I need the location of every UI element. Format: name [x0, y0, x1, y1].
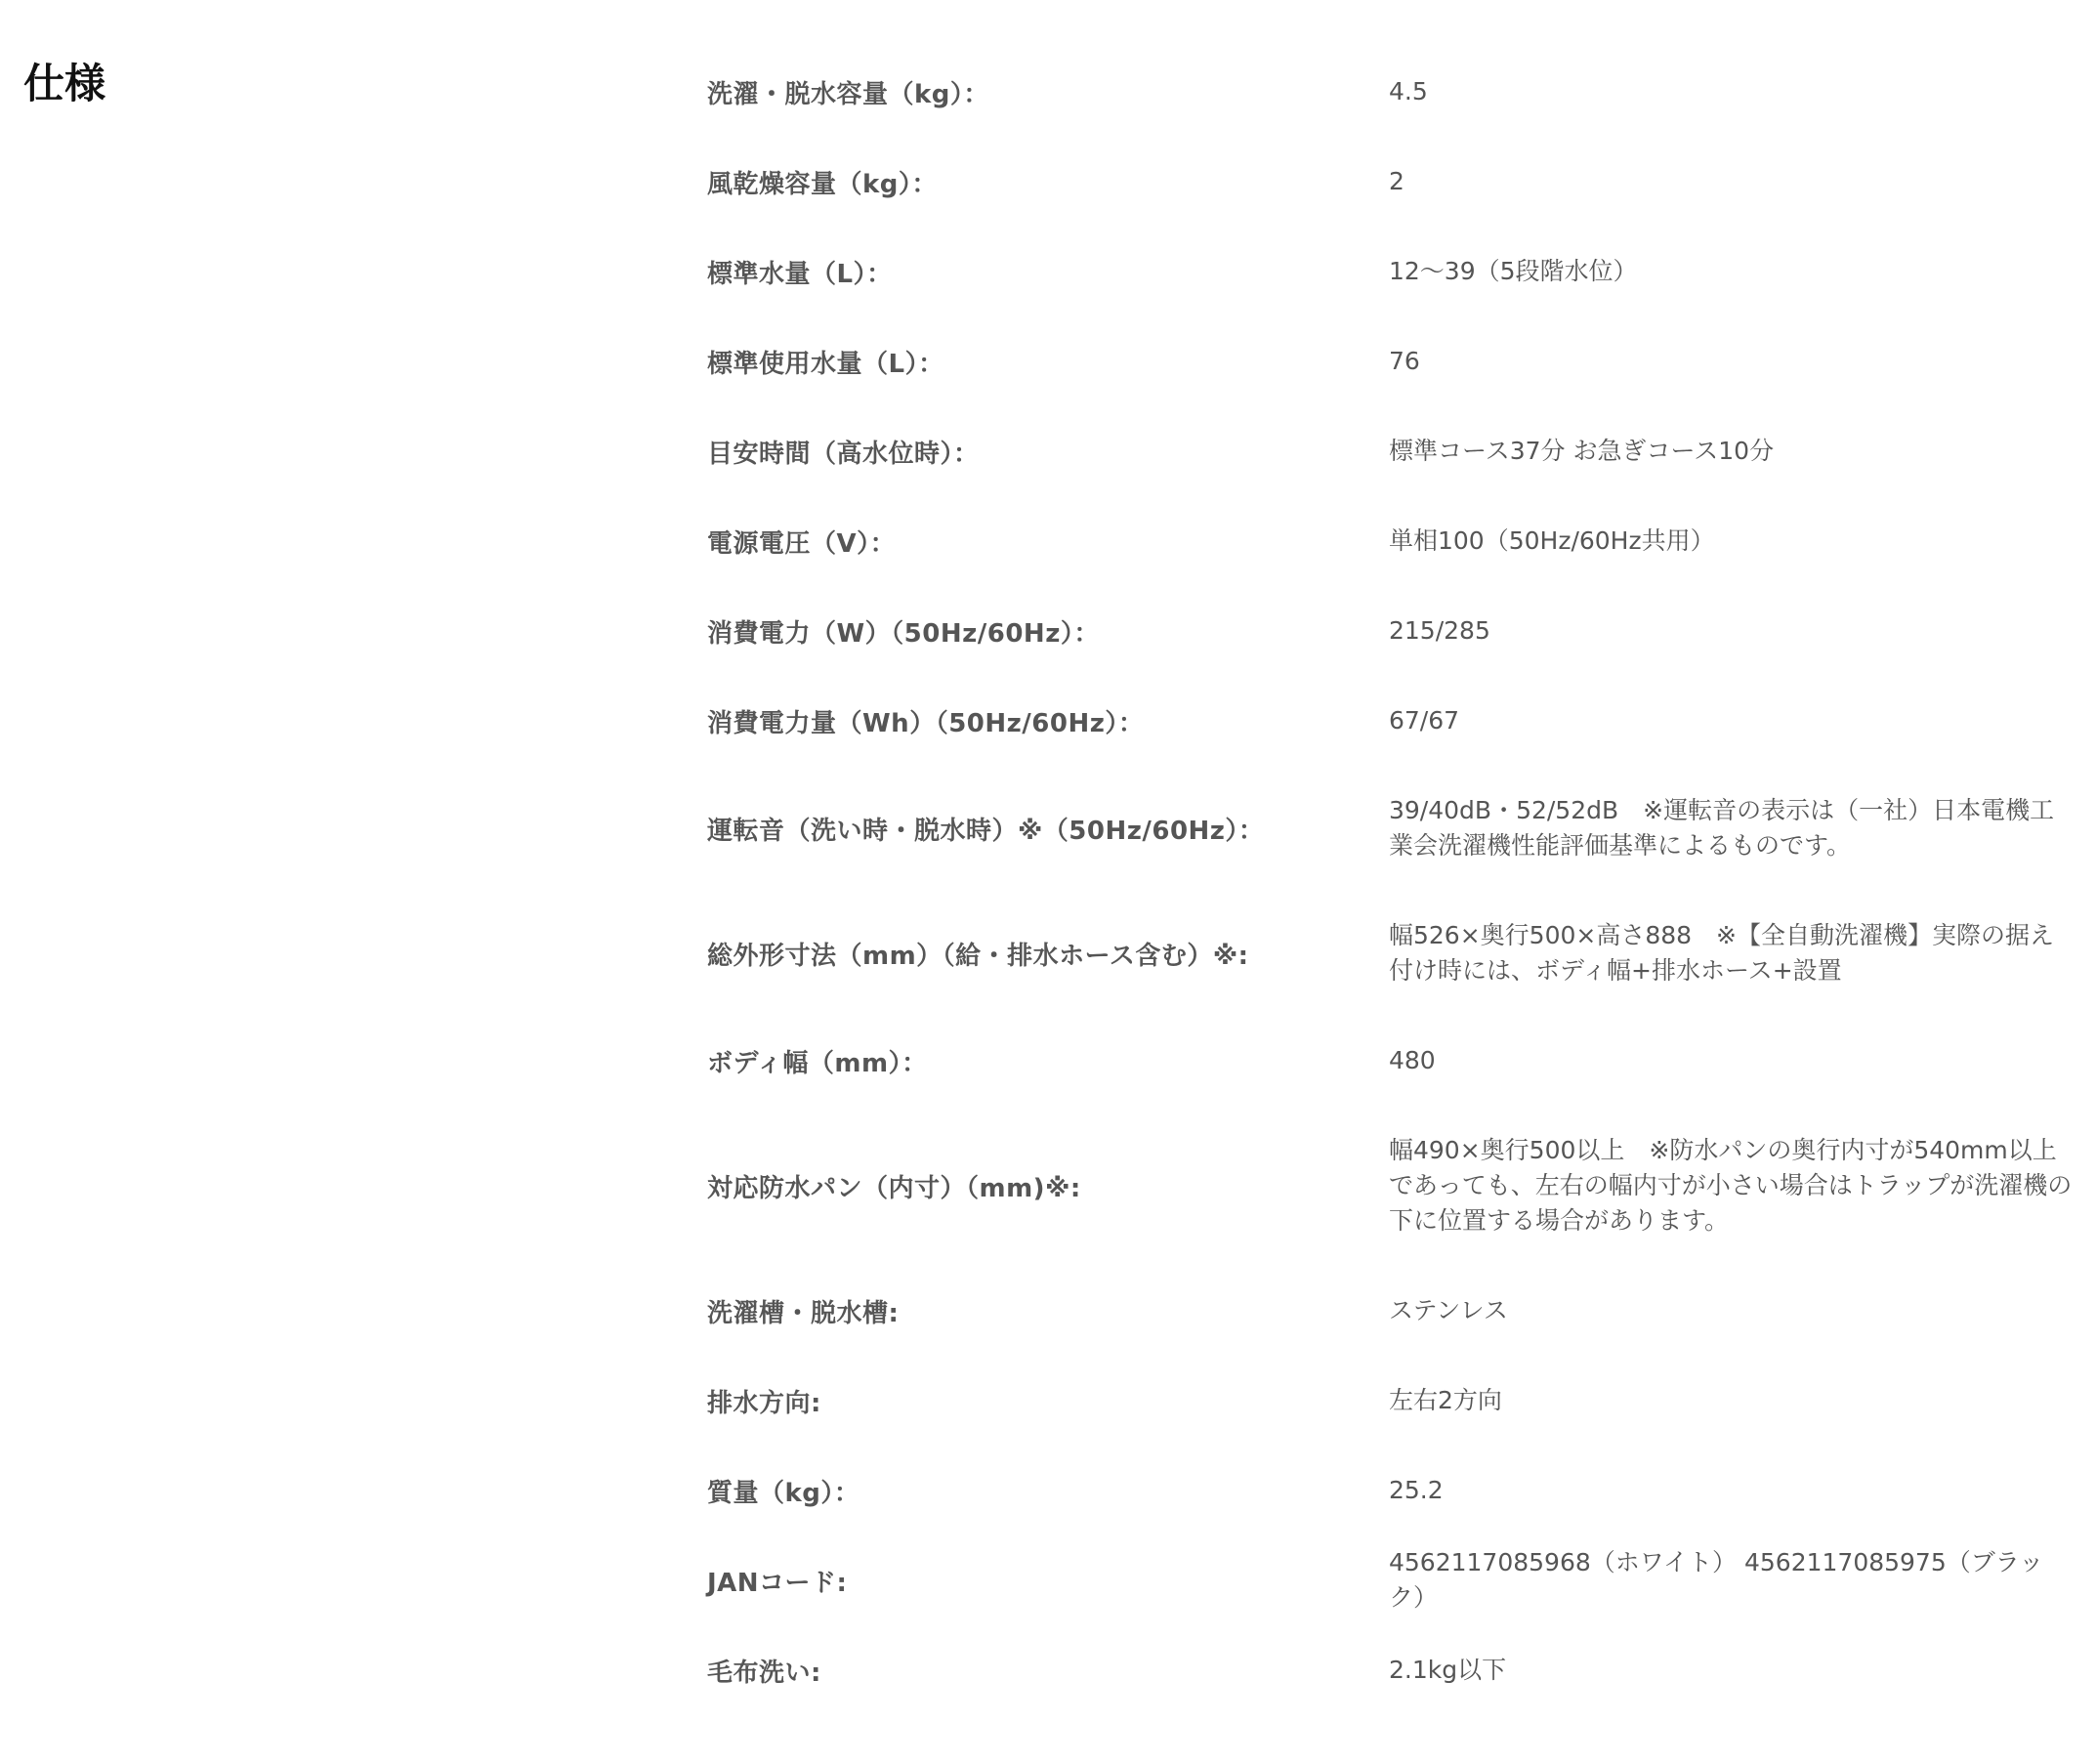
spec-label: 総外形寸法（mm）（給・排水ホース含む）※: [707, 941, 1249, 971]
spec-row-voltage [707, 496, 2075, 586]
spec-value: 単相100（50Hz/60Hz共用） [1389, 526, 1715, 555]
spec-value: 67/67 [1389, 706, 1460, 735]
spec-row-blanket-wash [707, 1625, 2075, 1715]
spec-label: 消費電力量（Wh）（50Hz/60Hz）： [707, 708, 1145, 738]
spec-row-waterproof-pan [707, 1106, 2075, 1266]
spec-label: 毛布洗い: [707, 1658, 821, 1688]
spec-label: 運転音（洗い時・脱水時）※（50Hz/60Hz）： [707, 816, 1265, 846]
spec-value: 幅526×奥行500×高さ888 ※【全自動洗濯機】実際の据え付け時には、ボディ幅+排水ホース+設置 [1389, 921, 2054, 985]
spec-row-weight [707, 1446, 2075, 1535]
spec-row-wash-capacity [707, 47, 2075, 137]
spec-label: 質量（kg）： [707, 1478, 860, 1508]
spec-value: 25.2 [1389, 1476, 1444, 1504]
spec-row-water-level [707, 227, 2075, 316]
spec-table [707, 47, 2075, 1715]
spec-row-dry-capacity [707, 137, 2075, 227]
spec-value: 幅490×奥行500以上 ※防水パンの奥行内寸が540mm以上であっても、左右の幅内寸が小さい場合はトラップが洗濯機の下に位置する場合があります。 [1389, 1136, 2073, 1235]
spec-value: 2 [1389, 167, 1404, 195]
spec-label: 洗濯・脱水容量（kg）： [707, 79, 989, 109]
spec-label: 消費電力（W）（50Hz/60Hz）： [707, 618, 1100, 649]
spec-row-noise [707, 766, 2075, 891]
spec-row-power [707, 586, 2075, 676]
spec-value: ステンレス [1389, 1296, 1508, 1324]
spec-row-body-width [707, 1016, 2075, 1106]
spec-row-jan-code [707, 1535, 2075, 1625]
spec-row-drain-direction [707, 1356, 2075, 1446]
spec-value: 左右2方向 [1389, 1386, 1502, 1414]
spec-row-water-usage [707, 316, 2075, 406]
spec-row-time [707, 406, 2075, 496]
section-title: 仕様 [23, 60, 106, 107]
spec-value: 39/40dB・52/52dB ※運転音の表示は（一社）日本電機工業会洗濯機性能評価基準によるものです。 [1389, 796, 2055, 860]
spec-label: 目安時間（高水位時）： [707, 439, 980, 469]
spec-value: 標準コース37分 お急ぎコース10分 [1389, 437, 1775, 465]
spec-label: JANコード: [707, 1568, 848, 1598]
spec-label: 対応防水パン（内寸）（mm)※: [707, 1173, 1081, 1203]
spec-row-dimensions [707, 891, 2075, 1016]
spec-value: 4562117085968（ホワイト） 4562117085975（ブラック） [1389, 1548, 2044, 1612]
spec-label: 電源電圧（V）： [707, 528, 897, 559]
spec-row-energy [707, 676, 2075, 766]
spec-value: 2.1kg以下 [1389, 1656, 1507, 1684]
spec-value: 12〜39（5段階水位） [1389, 257, 1638, 285]
spec-value: 76 [1389, 347, 1420, 375]
spec-label: 標準水量（L）： [707, 259, 893, 289]
spec-label: 標準使用水量（L）： [707, 349, 944, 379]
spec-label: 排水方向: [707, 1388, 821, 1418]
spec-value: 480 [1389, 1046, 1436, 1074]
spec-label: 風乾燥容量（kg）： [707, 169, 938, 199]
spec-row-tub [707, 1266, 2075, 1356]
spec-label: ボディ幅（mm）： [707, 1048, 928, 1078]
spec-value: 4.5 [1389, 77, 1428, 105]
spec-label: 洗濯槽・脱水槽: [707, 1298, 900, 1328]
spec-value: 215/285 [1389, 616, 1490, 645]
